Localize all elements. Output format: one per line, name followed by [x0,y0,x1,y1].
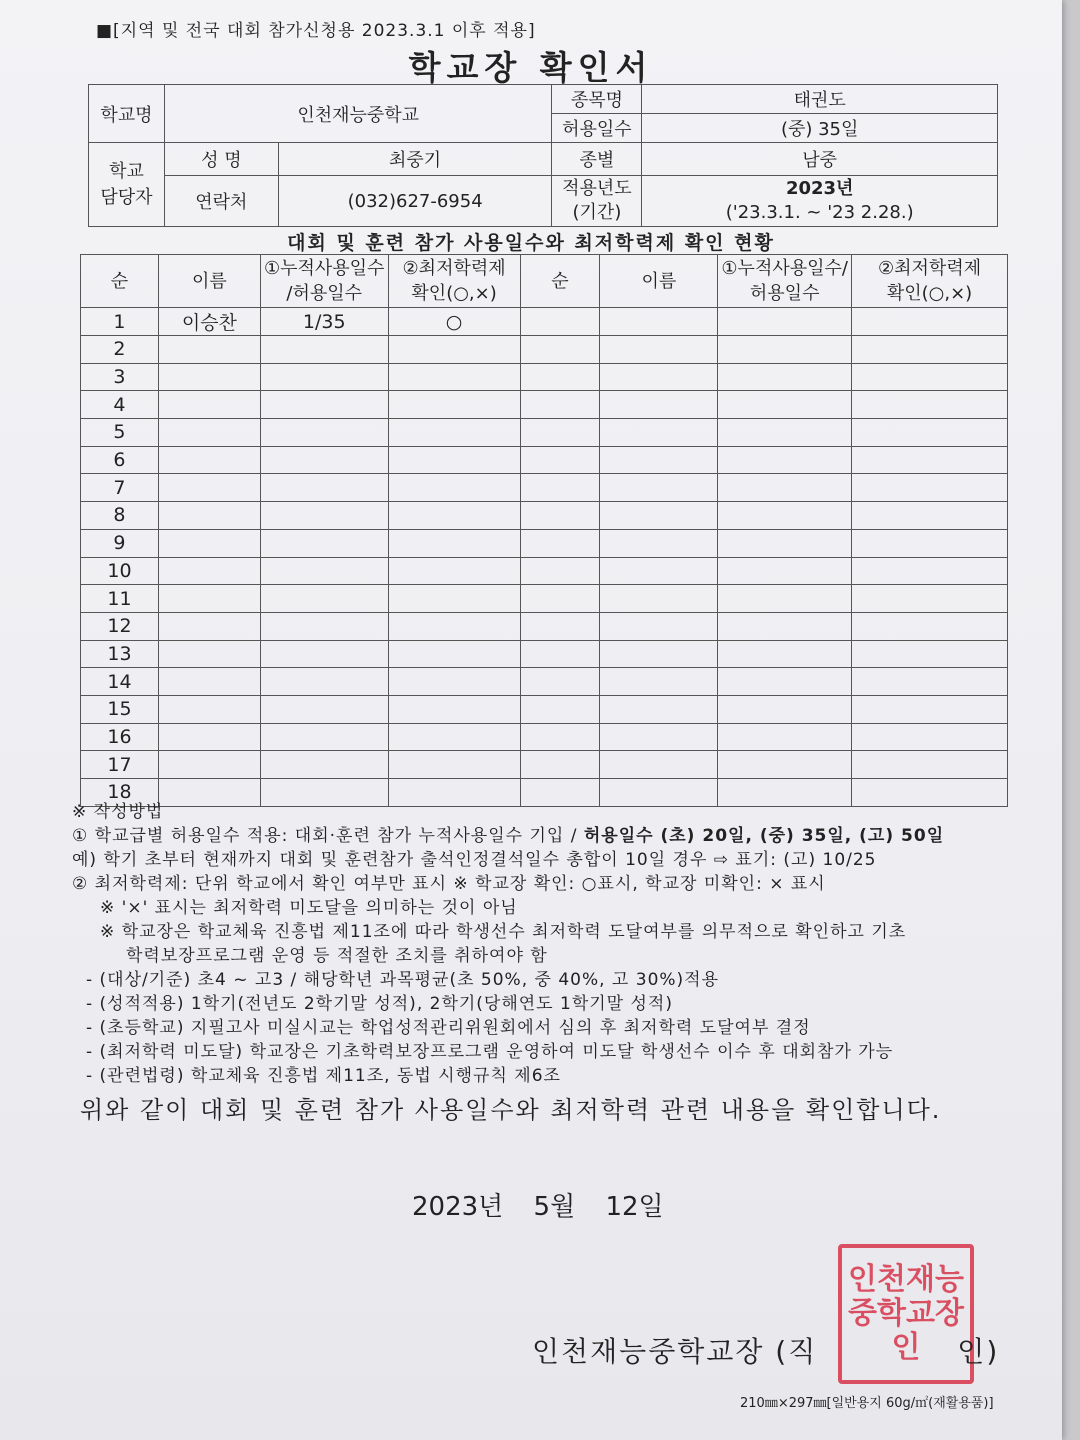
cell-empty [520,391,600,419]
cell-days [260,336,388,364]
cell-empty [600,474,718,502]
cell-empty [718,529,852,557]
cell-days [260,668,388,696]
cell-name [158,695,260,723]
cell-empty [852,529,1008,557]
cell-days [260,751,388,779]
cell-name [158,336,260,364]
cell-check [388,446,520,474]
cell-no: 7 [81,474,159,502]
cell-empty [520,502,600,530]
cell-empty [600,391,718,419]
name-value: 최중기 [278,143,552,176]
cell-empty [520,336,600,364]
cell-empty [718,419,852,447]
cell-empty [852,640,1008,668]
col-header: ①누적사용일수/ 허용일수 [718,255,852,308]
cell-empty [520,419,600,447]
note-2c: ※ 학교장은 학교체육 진흥법 제11조에 따라 학생선수 최저학력 도달여부를 의무적으로 확인하고 기초 [100,922,907,942]
table-row [81,391,1008,419]
cell-empty [600,502,718,530]
cell-check [388,585,520,613]
note-2b: ※ '×' 표시는 최저학력 미도달을 의미하는 것이 아님 [100,898,518,918]
principal-signature [532,1330,999,1370]
cell-empty [718,391,852,419]
cell-empty [718,612,852,640]
col-header: ②최저학력제 확인(○,×) [852,255,1008,308]
cell-no: 15 [81,695,159,723]
note-1c: 예) 학기 초부터 현재까지 대회 및 훈련참가 출석인정결석일수 총합이 10일 경우 ⇨ 표기: (고) 10/25 [72,850,877,870]
cell-no: 12 [81,612,159,640]
notes-heading: ※ 작성방법 [72,802,164,822]
cell-no: 4 [81,391,159,419]
cell-empty [600,612,718,640]
cell-empty [852,723,1008,751]
cell-check [388,474,520,502]
cell-empty [520,446,600,474]
col-header: 이름 [600,255,718,308]
cell-check [388,363,520,391]
cell-empty [852,391,1008,419]
cell-empty [600,336,718,364]
cell-empty [520,751,600,779]
col-header: 이름 [158,255,260,308]
note-1b: 허용일수 (초) 20일, (중) 35일, (고) 50일 [583,826,945,846]
issue-date: 2023년 5월 12일 [412,1192,664,1222]
cell-check: ○ [388,308,520,336]
bullet-5: - (관련법령) 학교체육 진흥법 제11조, 동법 시행규칙 제6조 [86,1066,561,1086]
col-header: 순 [520,255,600,308]
cell-empty [718,308,852,336]
cell-check [388,391,520,419]
cell-empty [600,557,718,585]
table-row [81,529,1008,557]
year-value: 2023년 [785,178,854,199]
cell-empty [718,336,852,364]
table-row [81,668,1008,696]
cell-empty [520,612,600,640]
cell-name [158,502,260,530]
cell-empty [520,557,600,585]
cell-empty [852,336,1008,364]
table-row [81,363,1008,391]
cell-empty [600,723,718,751]
cell-empty [718,695,852,723]
cell-empty [600,585,718,613]
cell-name [158,474,260,502]
cell-empty [718,751,852,779]
bullet-3: - (초등학교) 지필고사 미실시교는 학업성적관리위원회에서 심의 후 최저학력 도달여부 결정 [86,1018,811,1038]
cell-empty [852,419,1008,447]
note-1 [72,824,1022,848]
allowed-label: 허용일수 [552,114,642,143]
cell-days: 1/35 [260,308,388,336]
cell-check [388,557,520,585]
cell-empty [852,502,1008,530]
cell-no: 18 [81,779,159,807]
cell-empty [520,363,600,391]
school-value: 인천재능중학교 [164,85,552,143]
cell-check [388,419,520,447]
year-period [642,176,998,227]
cell-empty [718,668,852,696]
cell-days [260,585,388,613]
name-label: 성 명 [164,143,278,176]
section-title: 대회 및 훈련 참가 사용일수와 최저학력제 확인 현황 [287,232,775,254]
table-row [81,308,1008,336]
cell-check [388,502,520,530]
cell-no: 10 [81,557,159,585]
cell-empty [718,446,852,474]
cell-empty [718,474,852,502]
cell-empty [600,640,718,668]
col-header: 순 [81,255,159,308]
cell-no: 9 [81,529,159,557]
cell-empty [600,363,718,391]
cell-no: 8 [81,502,159,530]
confirm-statement: 위와 같이 대회 및 훈련 참가 사용일수와 최저학력 관련 내용을 확인합니다. [80,1096,942,1124]
table-row [81,695,1008,723]
phone-value: (032)627-6954 [278,176,552,227]
cell-days [260,529,388,557]
cell-empty [718,502,852,530]
cell-no: 17 [81,751,159,779]
table-row [81,640,1008,668]
cell-no: 1 [81,308,159,336]
cell-empty [852,308,1008,336]
principal-name: 인천재능중학교장 (직 [532,1335,818,1368]
cell-empty [520,308,600,336]
principal-end: 인) [957,1335,1000,1368]
cell-empty [600,308,718,336]
col-header: ①누적사용일수 /허용일수 [260,255,388,308]
cell-check [388,336,520,364]
table-row [81,419,1008,447]
cell-check [388,751,520,779]
table-row [81,557,1008,585]
cell-empty [600,668,718,696]
cell-days [260,363,388,391]
seal-text: 인천재능중학교장인 [848,1262,964,1365]
document-title: 학교장 확인서 [408,48,654,87]
cell-empty [520,640,600,668]
cell-name [158,723,260,751]
division-label: 종별 [552,143,642,176]
cell-empty [600,529,718,557]
cell-empty [600,419,718,447]
cell-check [388,723,520,751]
division-value: 남중 [642,143,998,176]
cell-no: 13 [81,640,159,668]
cell-days [260,419,388,447]
usage-table [80,254,1008,807]
note-1a: ① 학교급별 허용일수 적용: 대회·훈련 참가 누적사용일수 기입 / [72,826,584,846]
cell-empty [718,723,852,751]
cell-empty [600,695,718,723]
cell-empty [852,612,1008,640]
table-row [81,446,1008,474]
cell-empty [520,529,600,557]
table-row [81,474,1008,502]
cell-empty [852,474,1008,502]
cell-check [388,529,520,557]
cell-check [388,695,520,723]
info-table [88,84,998,227]
col-header: ②최저학력제 확인(○,×) [388,255,520,308]
cell-empty [520,723,600,751]
cell-name [158,529,260,557]
allowed-value: (중) 35일 [642,114,998,143]
table-header-row [81,255,1008,308]
cell-days [260,640,388,668]
cell-empty [852,585,1008,613]
cell-empty [520,585,600,613]
paper-spec-footer: 210㎜×297㎜[일반용지 60g/㎡(재활용품)] [740,1396,994,1411]
cell-no: 6 [81,446,159,474]
cell-name: 이승찬 [158,308,260,336]
cell-days [260,474,388,502]
cell-empty [852,363,1008,391]
cell-days [260,557,388,585]
cell-empty [852,446,1008,474]
table-row [81,612,1008,640]
event-value: 태권도 [642,85,998,114]
event-label: 종목명 [552,85,642,114]
cell-no: 3 [81,363,159,391]
table-row [81,336,1008,364]
cell-name [158,640,260,668]
bullet-1: - (대상/기준) 초4 ~ 고3 / 해당학년 과목평균(초 50%, 중 40%, 고 30%)적용 [86,970,720,990]
table-row [81,723,1008,751]
cell-empty [718,585,852,613]
cell-days [260,612,388,640]
cell-no: 11 [81,585,159,613]
cell-days [260,446,388,474]
cell-no: 14 [81,668,159,696]
year-label: 적용년도 (기간) [552,176,642,227]
cell-days [260,723,388,751]
bullet-2: - (성적적용) 1학기(전년도 2학기말 성적), 2학기(당해연도 1학기말 성적) [86,994,673,1014]
cell-name [158,557,260,585]
cell-name [158,446,260,474]
note-2a: ② 최저학력제: 단위 학교에서 확인 여부만 표시 ※ 학교장 확인: ○표시, 학교장 미확인: × 표시 [72,874,826,894]
cell-days [260,391,388,419]
table-row [81,502,1008,530]
cell-empty [520,695,600,723]
note-2d: 학력보장프로그램 운영 등 적절한 조치를 취하여야 함 [126,946,548,966]
cell-empty [600,446,718,474]
cell-name [158,585,260,613]
cell-empty [600,751,718,779]
cell-no: 16 [81,723,159,751]
cell-days [260,695,388,723]
cell-empty [718,363,852,391]
bullet-4: - (최저학력 미도달) 학교장은 기초학력보장프로그램 운영하여 미도달 학생선수 이수 후 대회참가 가능 [86,1042,894,1062]
cell-name [158,419,260,447]
cell-empty [520,474,600,502]
cell-days [260,502,388,530]
cell-empty [718,557,852,585]
cell-name [158,751,260,779]
cell-name [158,668,260,696]
cell-name [158,363,260,391]
writing-instructions [72,800,1022,1088]
period-value: ('23.3.1. ~ '23 2.28.) [725,202,914,223]
cell-name [158,391,260,419]
cell-empty [852,751,1008,779]
cell-empty [852,557,1008,585]
cell-no: 2 [81,336,159,364]
header-note: ■[지역 및 전국 대회 참가신청용 2023.3.1 이후 적용] [96,21,536,41]
cell-empty [520,668,600,696]
cell-name [158,612,260,640]
cell-no: 5 [81,419,159,447]
cell-check [388,668,520,696]
cell-check [388,640,520,668]
cell-empty [852,695,1008,723]
phone-label: 연락처 [164,176,278,227]
cell-empty [852,668,1008,696]
school-label: 학교명 [89,85,165,143]
cell-empty [718,640,852,668]
cell-check [388,612,520,640]
table-row [81,751,1008,779]
table-row [81,585,1008,613]
contact-person-label: 학교 담당자 [89,143,165,227]
